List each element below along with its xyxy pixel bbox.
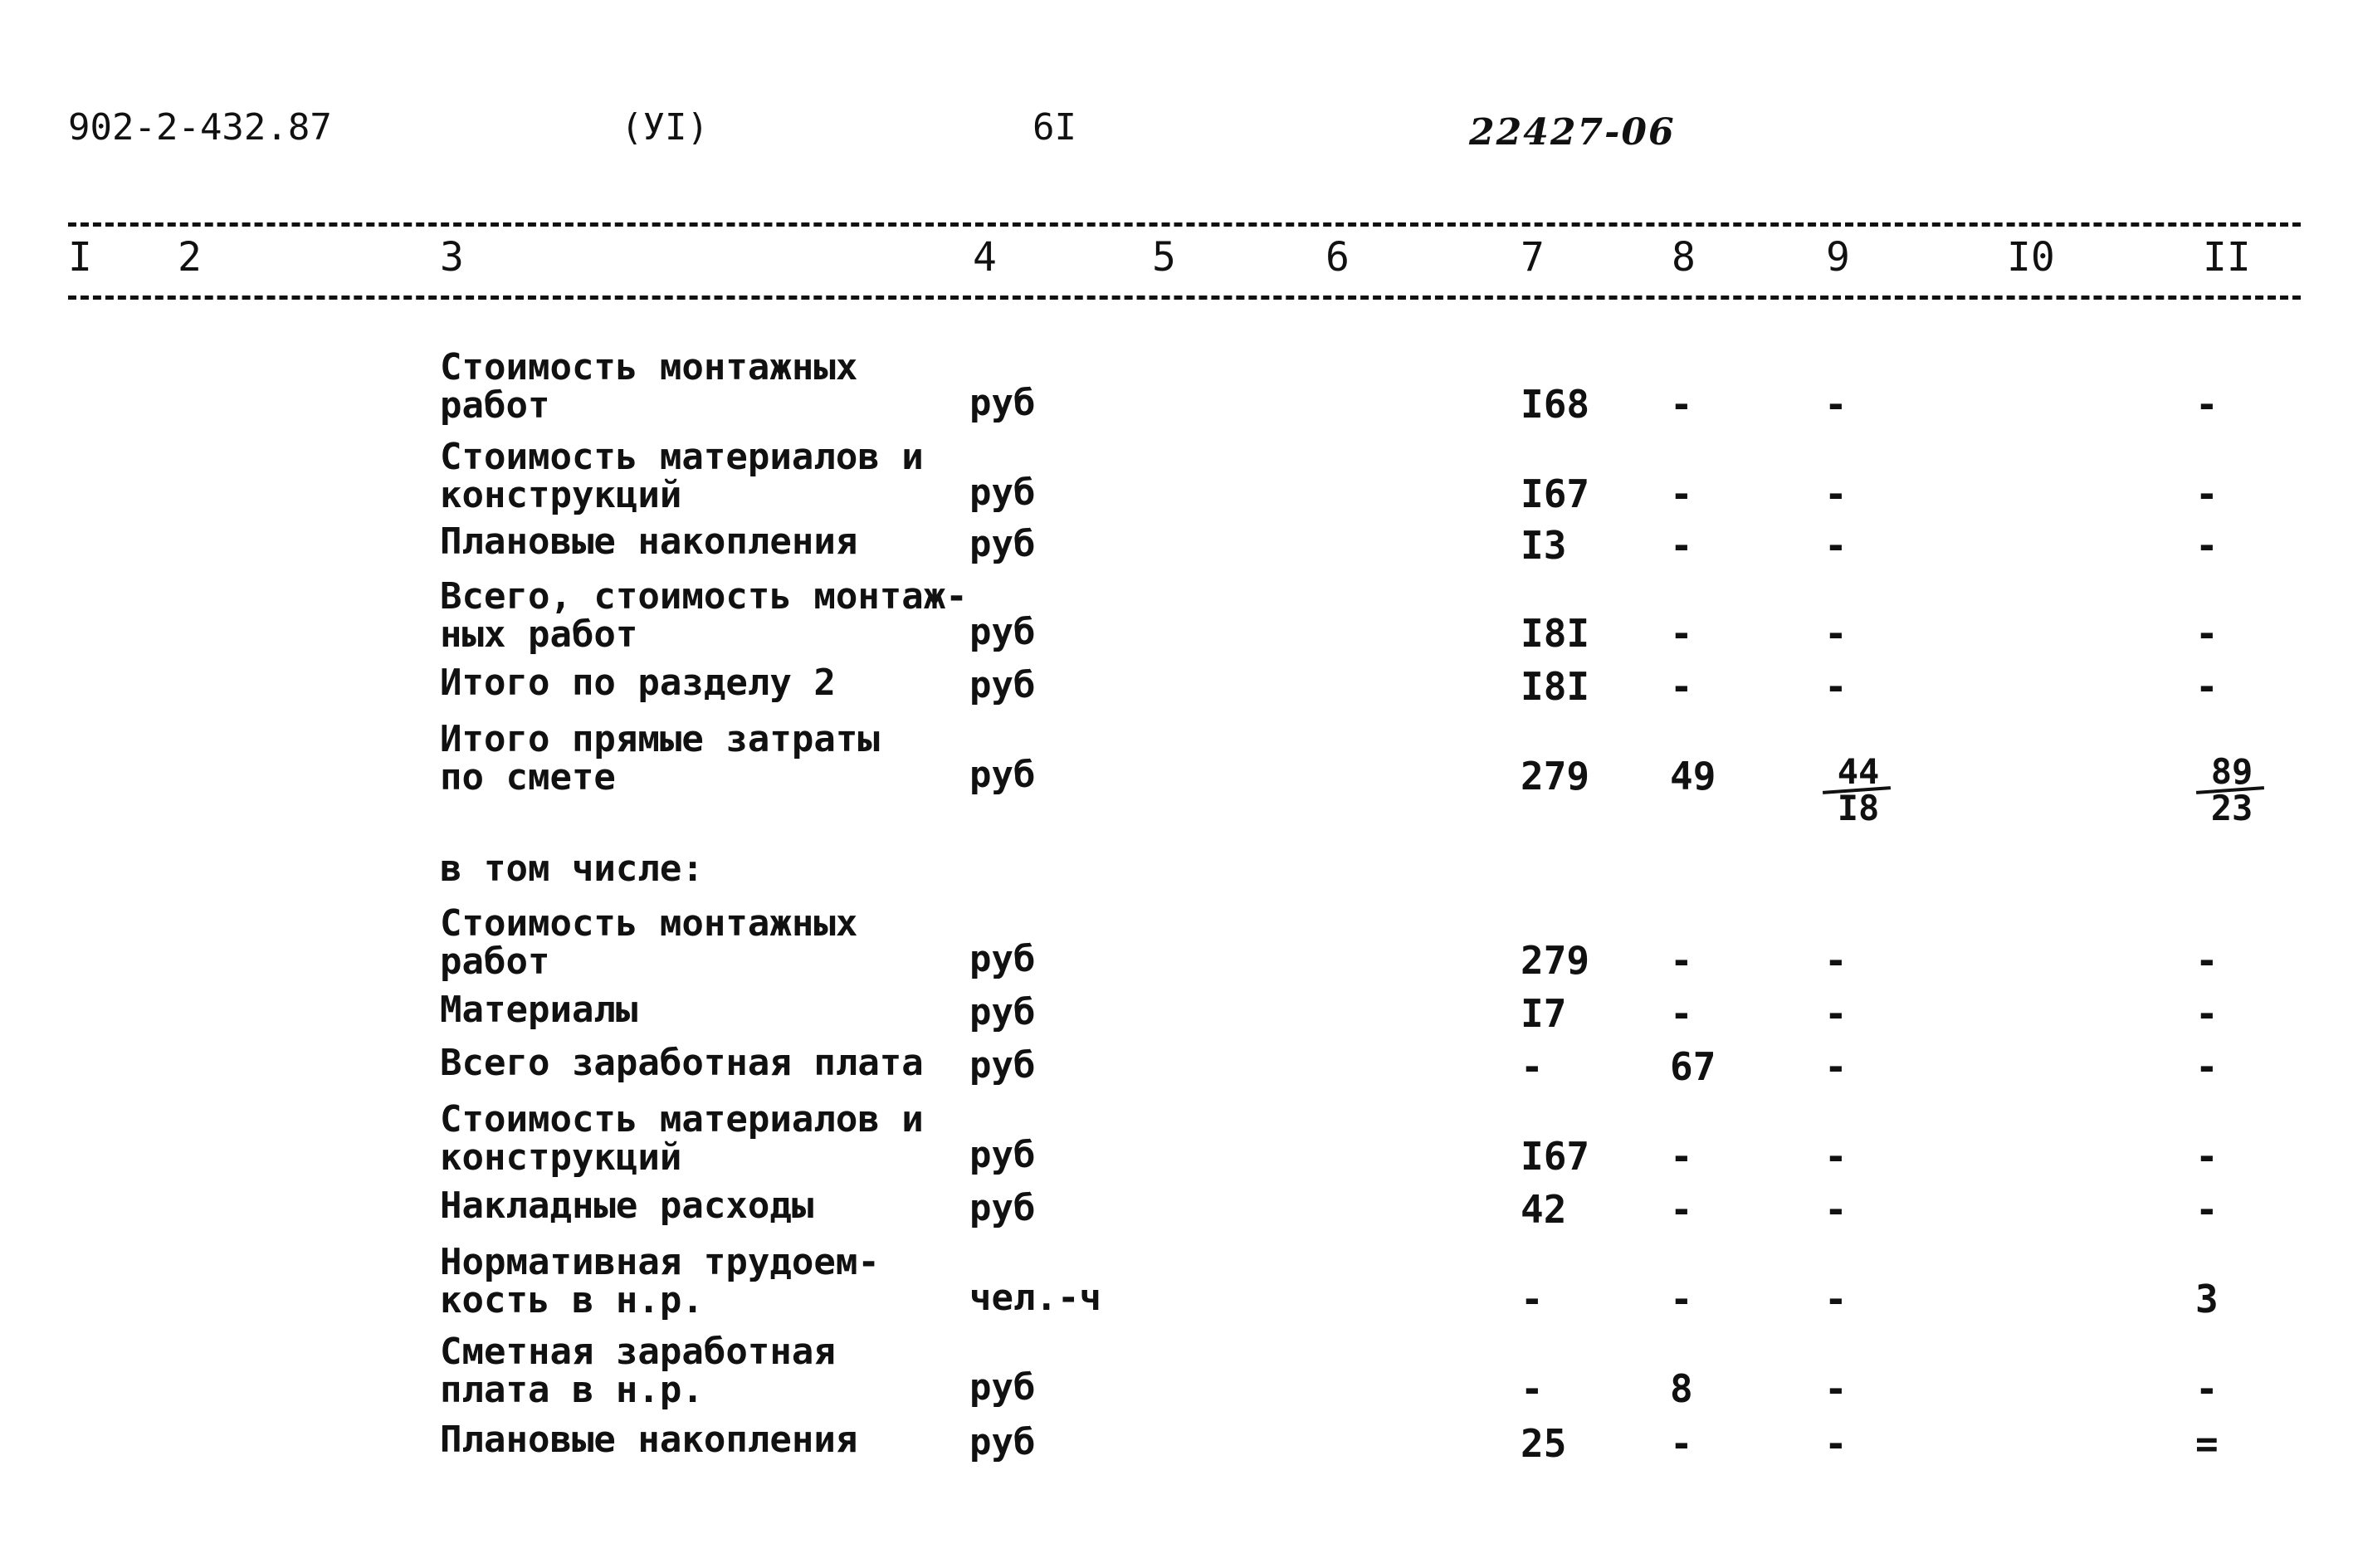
column-number: I0 <box>2007 234 2055 281</box>
value-col-9: - <box>1824 1366 1848 1411</box>
value-col-11: - <box>2195 611 2219 656</box>
value-col-8: - <box>1670 1134 1693 1179</box>
value-col-9: - <box>1824 471 1848 516</box>
column-number: 2 <box>178 234 202 281</box>
value-col-9: - <box>1824 523 1848 568</box>
section-number: (УI) <box>621 106 709 149</box>
row-description: в том числе: <box>440 848 704 890</box>
value-col-11: - <box>2195 382 2219 427</box>
column-number: 7 <box>1521 234 1545 281</box>
value-col-7: I67 <box>1521 1134 1590 1179</box>
value-col-7: I67 <box>1521 471 1590 516</box>
value-col-11: 3 <box>2195 1277 2219 1321</box>
value-col-11: - <box>2195 1366 2219 1411</box>
row-unit: руб <box>969 1044 1036 1087</box>
value-col-8: - <box>1670 991 1693 1036</box>
value-col-8: 67 <box>1670 1044 1716 1089</box>
row-description: Плановые накопления <box>440 520 858 563</box>
row-description: Плановые накопления <box>440 1419 858 1461</box>
row-unit: руб <box>969 1134 1036 1176</box>
value-col-7: - <box>1521 1277 1544 1321</box>
value-col-8: - <box>1670 523 1693 568</box>
row-unit: руб <box>969 1421 1036 1463</box>
value-col-7: - <box>1521 1044 1544 1089</box>
value-col-11: - <box>2195 1044 2219 1089</box>
row-unit: руб <box>969 938 1036 980</box>
value-col-9: - <box>1824 1421 1848 1466</box>
value-col-11: = <box>2195 1421 2219 1466</box>
row-unit: руб <box>969 523 1036 565</box>
column-number: 6 <box>1325 234 1350 281</box>
row-description: Нормативная трудоем- кость в н.р. <box>440 1241 880 1321</box>
row-unit: руб <box>969 991 1036 1033</box>
column-header-top-rule <box>68 222 2301 227</box>
value-col-8: - <box>1670 1421 1693 1466</box>
value-col-7: I8I <box>1521 611 1590 656</box>
handwritten-stamp: 22427-06 <box>1469 111 1676 154</box>
column-number: 9 <box>1826 234 1850 281</box>
value-col-9: - <box>1824 611 1848 656</box>
value-col-8: 8 <box>1670 1366 1693 1411</box>
row-description: Сметная заработная плата в н.р. <box>440 1331 836 1411</box>
fraction-numerator: 89 <box>2210 751 2253 792</box>
value-col-9: - <box>1824 991 1848 1036</box>
column-number: 5 <box>1152 234 1176 281</box>
value-col-8: 49 <box>1670 754 1716 799</box>
row-description: Всего, стоимость монтаж- ных работ <box>440 575 968 656</box>
value-col-11: - <box>2195 1134 2219 1179</box>
value-col-11: - <box>2195 991 2219 1036</box>
row-description: Стоимость монтажных работ <box>440 346 858 427</box>
value-col-8: - <box>1670 664 1693 709</box>
value-col-7: - <box>1521 1366 1544 1411</box>
fraction-col-9 <box>1826 751 1891 828</box>
row-unit: руб <box>969 382 1036 424</box>
row-description: Стоимость материалов и конструкций <box>440 436 924 516</box>
value-col-7: 25 <box>1521 1421 1567 1466</box>
row-description: Накладные расходы <box>440 1185 814 1227</box>
value-col-11: - <box>2195 523 2219 568</box>
column-number: 8 <box>1672 234 1696 281</box>
column-number: 3 <box>440 234 464 281</box>
value-col-8: - <box>1670 471 1693 516</box>
row-description: Материалы <box>440 989 638 1031</box>
fraction-col-11 <box>2199 751 2264 828</box>
value-col-11: - <box>2195 471 2219 516</box>
value-col-7: 279 <box>1521 754 1590 799</box>
value-col-7: 42 <box>1521 1187 1567 1232</box>
value-col-8: - <box>1670 1277 1693 1321</box>
value-col-7: I8I <box>1521 664 1590 709</box>
column-header-bottom-rule <box>68 296 2301 300</box>
value-col-9: - <box>1824 938 1848 983</box>
row-unit: руб <box>969 471 1036 514</box>
value-col-7: I7 <box>1521 991 1567 1036</box>
value-col-9: - <box>1824 1044 1848 1089</box>
value-col-8: - <box>1670 382 1693 427</box>
fraction-numerator: 44 <box>1837 751 1880 792</box>
row-unit: руб <box>969 754 1036 796</box>
row-description: Итого прямые затраты по смете <box>440 718 880 799</box>
value-col-8: - <box>1670 1187 1693 1232</box>
row-description: Всего заработная плата <box>440 1042 924 1084</box>
column-number: 4 <box>973 234 997 281</box>
fraction-denominator: I8 <box>1837 788 1880 828</box>
value-col-11: - <box>2195 1187 2219 1232</box>
row-unit: руб <box>969 611 1036 653</box>
value-col-9: - <box>1824 382 1848 427</box>
fraction-denominator: 23 <box>2210 788 2253 828</box>
value-col-9: - <box>1824 1277 1848 1321</box>
document-code: 902-2-432.87 <box>68 106 332 149</box>
value-col-9: - <box>1824 1187 1848 1232</box>
row-unit: руб <box>969 664 1036 706</box>
value-col-8: - <box>1670 938 1693 983</box>
row-description: Итого по разделу 2 <box>440 662 836 704</box>
row-description: Стоимость материалов и конструкций <box>440 1098 924 1179</box>
row-description: Стоимость монтажных работ <box>440 902 858 983</box>
value-col-11: - <box>2195 664 2219 709</box>
value-col-7: I68 <box>1521 382 1590 427</box>
value-col-7: I3 <box>1521 523 1567 568</box>
row-unit: руб <box>969 1187 1036 1229</box>
column-number: I <box>68 234 92 281</box>
value-col-9: - <box>1824 1134 1848 1179</box>
value-col-7: 279 <box>1521 938 1590 983</box>
row-unit: чел.-ч <box>969 1277 1101 1319</box>
page-number: 6I <box>1032 106 1076 149</box>
value-col-8: - <box>1670 611 1693 656</box>
row-unit: руб <box>969 1366 1036 1409</box>
column-number: II <box>2203 234 2251 281</box>
value-col-9: - <box>1824 664 1848 709</box>
value-col-11: - <box>2195 938 2219 983</box>
